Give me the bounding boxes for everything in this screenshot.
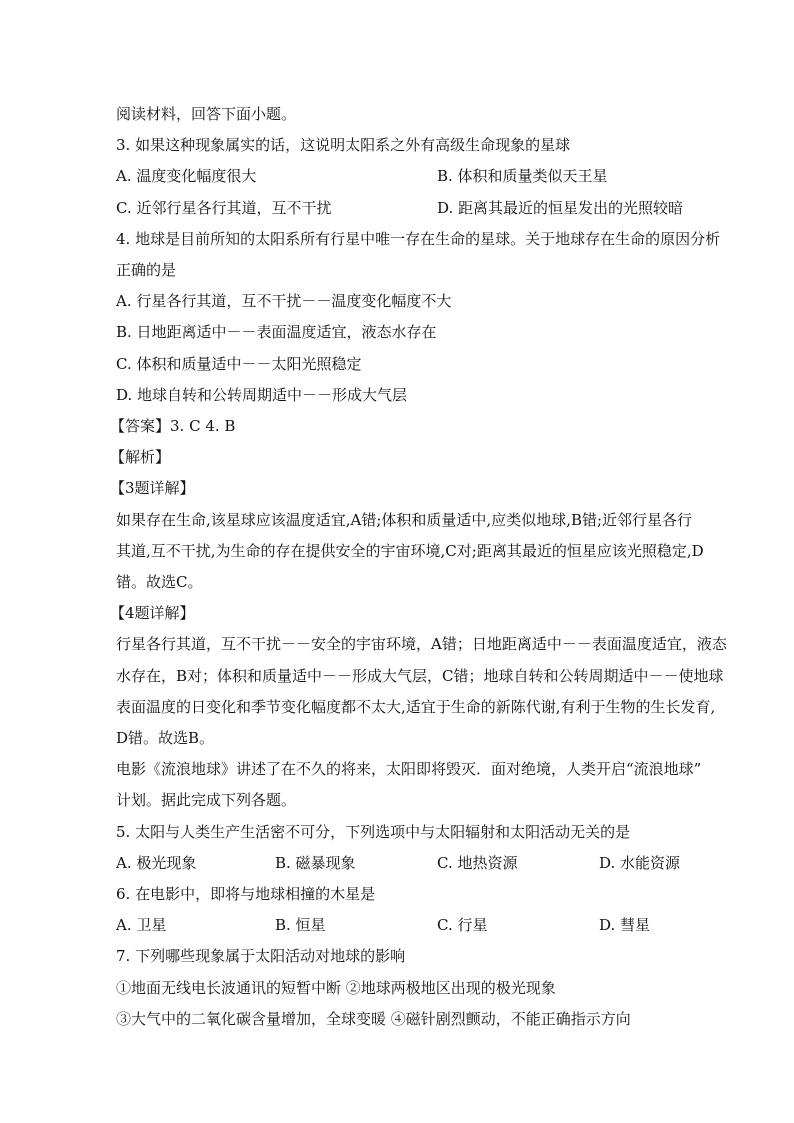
- detail-4-line: 表面温度的日变化和季节变化幅度都不太大,适宜于生命的新陈代谢,有利于生物的生长发育,: [116, 698, 716, 716]
- analysis-label: 【解析】: [110, 448, 171, 466]
- question-5-option-c: C. 地热资源: [437, 854, 518, 872]
- reading-instruction: 阅读材料，回答下面小题。: [116, 105, 297, 123]
- question-4-option-d: D. 地球自转和公转周期适中－－形成大气层: [116, 386, 408, 404]
- reading-intro-line: 电影《流浪地球》讲述了在不久的将来，太阳即将毁灭．面对绝境，人类开启“流浪地球”: [116, 760, 702, 778]
- question-3-option-c: C. 近邻行星各行其道，互不干扰: [116, 199, 332, 217]
- question-7-items: ①地面无线电长波通讯的短暂中断 ②地球两极地区出现的极光现象: [116, 979, 556, 997]
- question-6-option-b: B. 恒星: [275, 916, 326, 934]
- detail-3-line: 如果存在生命,该星球应该温度适宜,A错;体积和质量适中,应类似地球,B错;近邻行星各行: [116, 511, 693, 529]
- detail-3-line: 其道,互不干扰,为生命的存在提供安全的宇宙环境,C对;距离其最近的恒星应该光照稳定,D: [116, 542, 704, 560]
- question-3-option-d: D. 距离其最近的恒星发出的光照较暗: [437, 199, 684, 217]
- question-6-option-a: A. 卫星: [116, 916, 167, 934]
- question-4-stem-continued: 正确的是: [116, 261, 177, 279]
- question-3-option-b: B. 体积和质量类似天王星: [437, 167, 608, 185]
- question-4-option-c: C. 体积和质量适中－－太阳光照稳定: [116, 355, 362, 373]
- detail-3-label: 【3题详解】: [110, 479, 195, 497]
- question-4-stem: 4. 地球是目前所知的太阳系所有行星中唯一存在生命的星球。关于地球存在生命的原因分析: [116, 230, 721, 248]
- detail-4-line: 行星各行其道，互不干扰－－安全的宇宙环境，A错；日地距离适中－－表面温度适宜，液态: [116, 635, 727, 653]
- question-6-option-d: D. 彗星: [599, 916, 651, 934]
- reading-intro-line: 计划。据此完成下列各题。: [116, 791, 297, 809]
- question-7-items: ③大气中的二氧化碳含量增加，全球变暖 ④磁针剧烈颤动，不能正确指示方向: [116, 1010, 631, 1028]
- question-5-stem: 5. 太阳与人类生产生活密不可分，下列选项中与太阳辐射和太阳活动无关的是: [116, 823, 631, 841]
- question-4-option-b: B. 日地距离适中－－表面温度适宜，液态水存在: [116, 323, 437, 341]
- detail-4-line: D错。故选B。: [116, 729, 215, 747]
- question-5-option-d: D. 水能资源: [599, 854, 681, 872]
- detail-3-line: 错。故选C。: [116, 573, 203, 591]
- question-3-option-a: A. 温度变化幅度很大: [116, 167, 257, 185]
- detail-4-label: 【4题详解】: [110, 604, 195, 622]
- question-3-stem: 3. 如果这种现象属实的话，这说明太阳系之外有高级生命现象的星球: [116, 136, 571, 154]
- answer-line: 【答案】3. C 4. B: [110, 417, 236, 435]
- detail-4-line: 水存在，B对；体积和质量适中－－形成大气层，C错；地球自转和公转周期适中－－使地球: [116, 667, 724, 685]
- question-5-option-b: B. 磁暴现象: [275, 854, 356, 872]
- question-6-option-c: C. 行星: [437, 916, 488, 934]
- question-5-option-a: A. 极光现象: [116, 854, 197, 872]
- question-7-stem: 7. 下列哪些现象属于太阳活动对地球的影响: [116, 947, 406, 965]
- question-6-stem: 6. 在电影中，即将与地球相撞的木星是: [116, 885, 376, 903]
- question-4-option-a: A. 行星各行其道，互不干扰－－温度变化幅度不大: [116, 292, 452, 310]
